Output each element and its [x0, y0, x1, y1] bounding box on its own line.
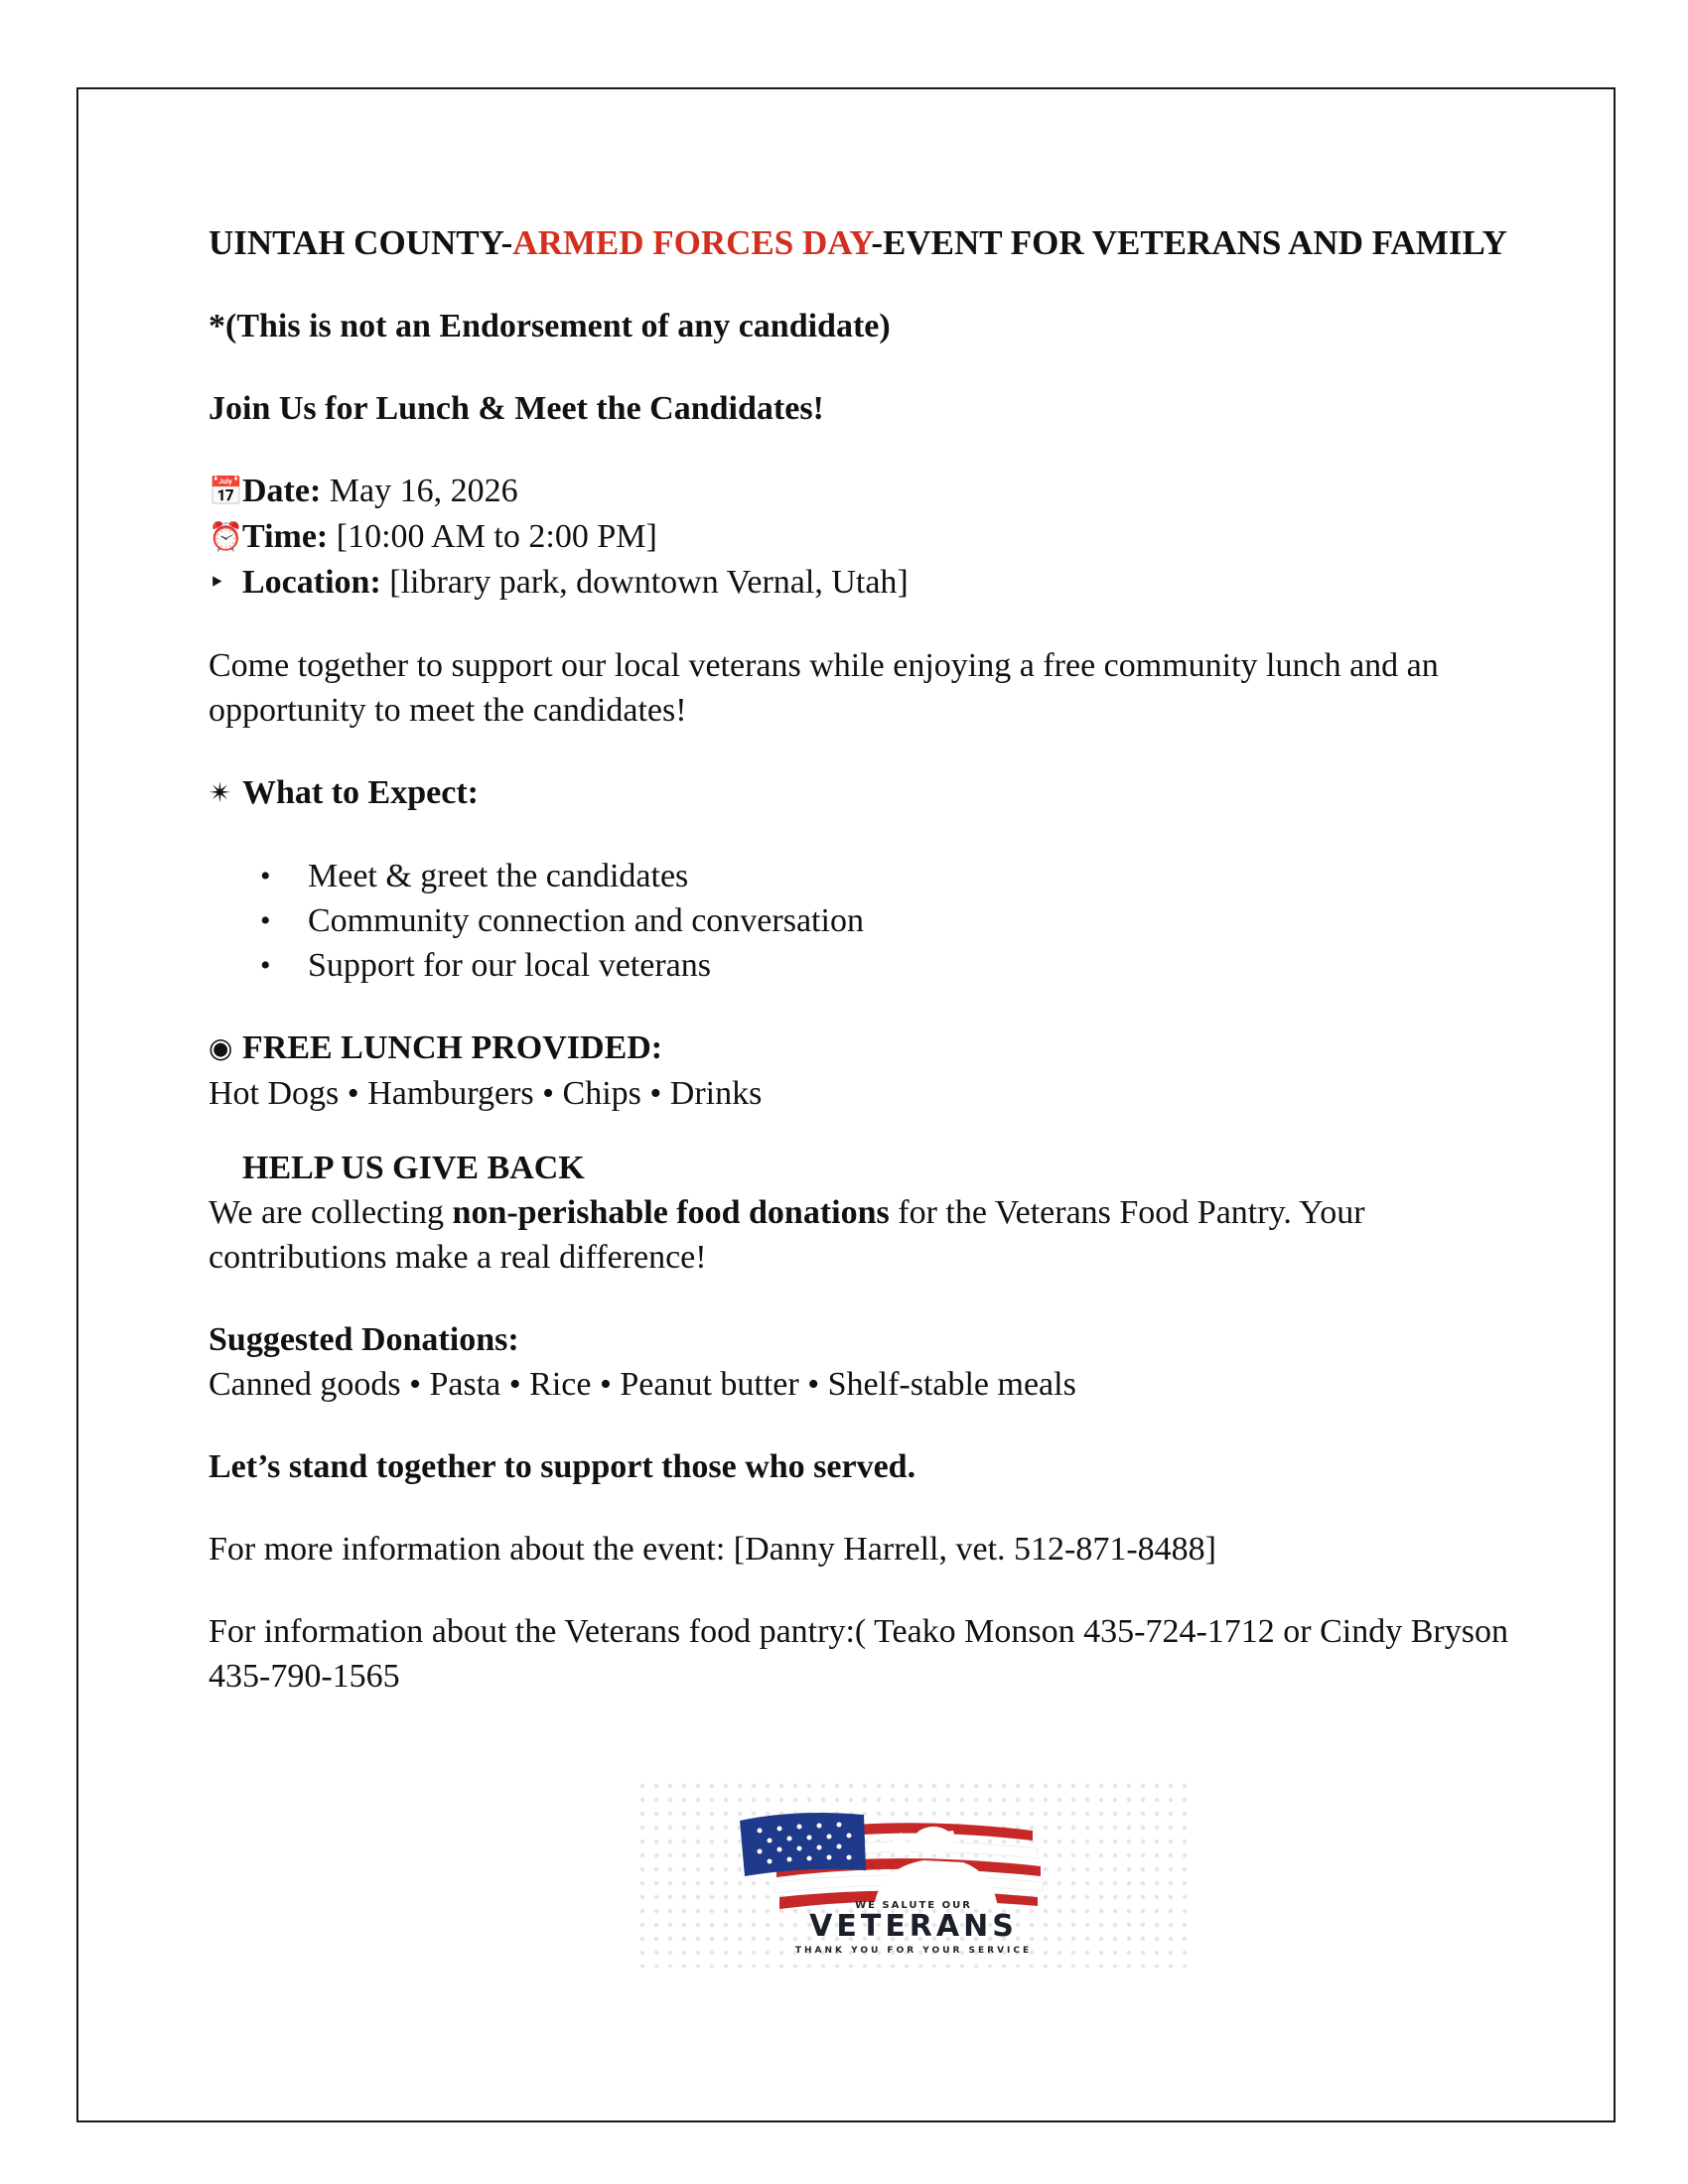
- location-value: [library park, downtown Vernal, Utah]: [389, 564, 909, 601]
- headline: Join Us for Lunch & Meet the Candidates!: [209, 390, 824, 427]
- list-item: • Support for our local veterans: [260, 943, 1519, 988]
- location-line: ‣ Location: [library park, downtown Vernal, Utah]: [209, 560, 1519, 606]
- slogan: Let’s stand together to support those who served.: [209, 1448, 916, 1485]
- date-value: May 16, 2026: [329, 473, 518, 509]
- expect-heading: ✴ What to Expect:: [209, 770, 1519, 816]
- lunch-items: Hot Dogs • Hamburgers • Chips • Drinks: [209, 1075, 763, 1112]
- lunch-heading: ◉ FREE LUNCH PROVIDED:: [209, 1025, 1519, 1071]
- calendar-icon: 📅: [209, 477, 243, 507]
- list-item: • Meet & greet the candidates: [260, 854, 1519, 898]
- intro-text: Come together to support our local veterans while enjoying a free community lunch and an opportunity to meet the candidates!: [209, 647, 1439, 729]
- contact-event: For more information about the event: [Danny Harrell, vet. 512-871-8488]: [209, 1531, 1217, 1568]
- give-back-text: We are collecting non-perishable food donations for the Veterans Food Pantry. Your contributions make a real difference!: [209, 1194, 1365, 1276]
- list-item: • Community connection and conversation: [260, 898, 1519, 943]
- flyer-title: UINTAH COUNTY-ARMED FORCES DAY-EVENT FOR VETERANS AND FAMILY: [209, 223, 1507, 262]
- logo-brand: VETERANS: [809, 1909, 1018, 1944]
- time-value: [10:00 AM to 2:00 PM]: [336, 518, 657, 555]
- pin-icon: ‣: [209, 568, 225, 599]
- date-line: 📅Date: May 16, 2026: [209, 469, 1519, 514]
- veterans-logo: [635, 1779, 1192, 1968]
- logo-tagline-bottom: THANK YOU FOR YOUR SERVICE: [794, 1946, 1033, 1956]
- disclaimer: *(This is not an Endorsement of any candidate): [209, 308, 891, 344]
- title-accent: ARMED FORCES DAY: [512, 223, 872, 262]
- sparkle-icon: ✴: [209, 778, 232, 809]
- logo-tagline-top: WE SALUTE OUR: [855, 1900, 972, 1911]
- donations-heading: Suggested Donations:: [209, 1321, 519, 1358]
- time-line: ⏰Time: [10:00 AM to 2:00 PM]: [209, 514, 1519, 560]
- alarm-clock-icon: ⏰: [209, 522, 243, 553]
- contact-pantry: For information about the Veterans food pantry:( Teako Monson 435-724-1712 or Cindy Bryson 435-790-1565: [209, 1613, 1508, 1695]
- expect-list: [209, 854, 1519, 988]
- donations-items: Canned goods • Pasta • Rice • Peanut butter • Shelf-stable meals: [209, 1366, 1076, 1403]
- burger-icon: ◉: [209, 1033, 233, 1064]
- event-details: [209, 469, 1519, 606]
- flyer-content: [209, 220, 1519, 1699]
- give-back-heading: HELP US GIVE BACK: [242, 1150, 585, 1186]
